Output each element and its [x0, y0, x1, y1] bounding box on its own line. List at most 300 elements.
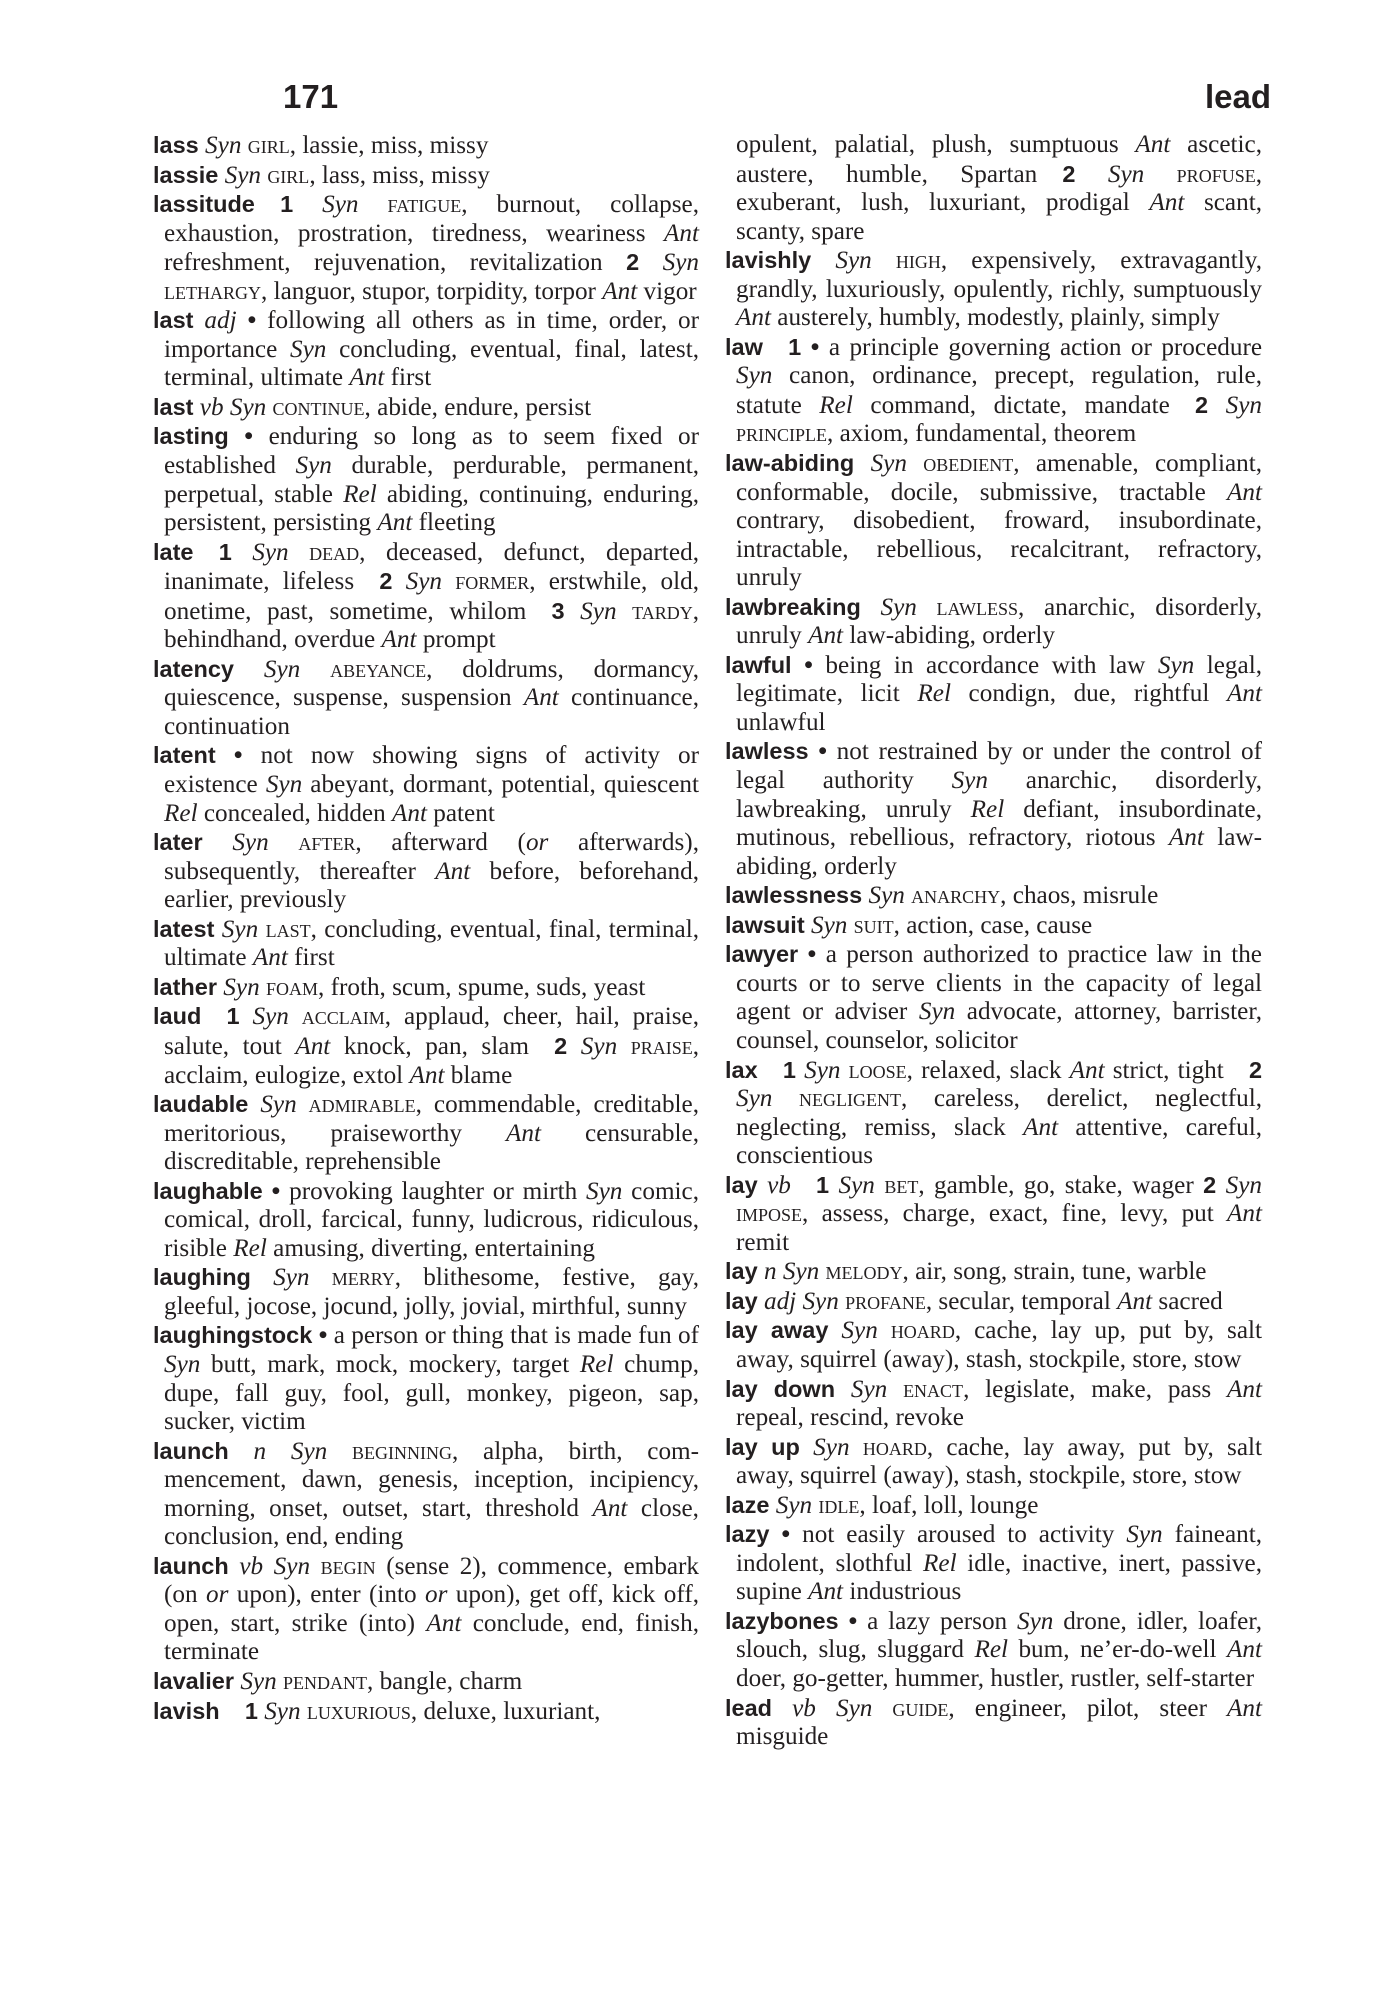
- dictionary-entry: [725, 1607, 1262, 1694]
- entry-text: [875, 1172, 884, 1199]
- cross-reference: merry: [331, 1264, 395, 1292]
- sense-number: 1: [788, 333, 802, 360]
- label: Syn: [273, 1552, 311, 1580]
- entry-text: [300, 656, 330, 683]
- entry-text: [229, 1438, 254, 1465]
- headword: lassitude: [153, 191, 255, 218]
- headword: lavishly: [725, 247, 812, 274]
- label: Syn: [263, 655, 301, 683]
- entry-text: [1216, 1172, 1225, 1199]
- cross-reference: girl: [247, 132, 290, 159]
- entry-text: [251, 1264, 273, 1291]
- cross-reference: hoard: [890, 1317, 955, 1345]
- definition-bullet: •: [781, 1521, 791, 1549]
- entry-text: , assess, charge, exact, fine, levy, put: [802, 1200, 1228, 1228]
- dictionary-entry: [153, 1177, 699, 1264]
- entry-text: [442, 568, 455, 595]
- label: Rel: [164, 799, 198, 827]
- entry-text: [763, 334, 788, 361]
- label: Rel: [819, 391, 853, 419]
- sense-number: 2: [1203, 1171, 1217, 1198]
- entry-text: , abide, endure, persist: [364, 393, 592, 421]
- entry-text: afterwards), subsequently, thereafter: [164, 829, 699, 885]
- entry-text: [1075, 161, 1107, 188]
- entry-text: enduring so long as to seem fixed or established: [164, 423, 700, 480]
- dictionary-entry: [153, 1697, 699, 1727]
- entry-text: , loaf, loll, lounge: [859, 1491, 1039, 1519]
- entry-text: , anarchic, disorderly, unruly: [736, 593, 1262, 650]
- headword: lasting: [153, 423, 229, 450]
- entry-text: [816, 1695, 836, 1722]
- headword: laughingstock: [153, 1322, 313, 1349]
- dictionary-entry: [153, 1321, 699, 1436]
- label: or: [424, 1581, 448, 1609]
- entry-text: conclude, end, finish, terminate: [164, 1609, 699, 1666]
- entry-text: before, beforehand, earlier, previously: [164, 857, 699, 914]
- dictionary-entry: [153, 190, 699, 306]
- label: Ant: [664, 219, 699, 247]
- entry-text: [258, 916, 265, 943]
- entry-text: drone, idler, loafer, slouch, slug, sluggard: [736, 1607, 1263, 1664]
- headword: laughable: [153, 1177, 263, 1204]
- label: Ant: [1168, 824, 1204, 852]
- cross-reference: luxurious: [306, 1697, 411, 1725]
- entry-text: [327, 1438, 352, 1465]
- headword: lavalier: [153, 1667, 235, 1694]
- entry-text: [796, 1057, 804, 1084]
- label: Ant: [409, 1061, 445, 1089]
- headword: lawyer: [725, 941, 799, 968]
- entry-text: [809, 738, 819, 765]
- entry-text: faineant, indolent, slothful: [736, 1521, 1263, 1577]
- entry-text: fleeting: [412, 509, 496, 537]
- label: Ant: [1117, 1287, 1153, 1315]
- label: Syn: [252, 538, 289, 566]
- label: Ant: [1227, 1375, 1263, 1403]
- label: Ant: [435, 857, 471, 885]
- entry-text: , deceased, defunct, departed, inanimate, lifeless: [164, 538, 700, 596]
- dictionary-entry: [153, 1263, 699, 1321]
- entry-text: industrious: [843, 1578, 962, 1606]
- entry-text: defiant, insubordinate, mutinous, rebellious, refractory, riotous: [736, 795, 1262, 852]
- entry-text: [263, 1553, 274, 1580]
- cross-reference: lawless: [936, 593, 1019, 621]
- dictionary-entry: [725, 1694, 1262, 1752]
- label: Syn: [880, 593, 917, 621]
- entry-text: [216, 742, 234, 769]
- dictionary-entry: [153, 1437, 699, 1552]
- label: Ant: [295, 1032, 331, 1060]
- label: Ant: [1227, 1200, 1262, 1228]
- dictionary-entry: [725, 911, 1262, 941]
- entry-text: [801, 334, 810, 361]
- sense-number: 2: [1062, 160, 1076, 187]
- label: Ant: [1069, 1056, 1105, 1084]
- label: Syn: [918, 998, 956, 1026]
- label: Rel: [917, 680, 951, 708]
- headword: lay: [725, 1171, 758, 1198]
- entry-text: [800, 1434, 813, 1461]
- label: Syn: [1107, 160, 1145, 188]
- entry-text: not restrained by or under the control of legal authority: [736, 738, 1262, 795]
- headword: lawful: [725, 651, 792, 678]
- dictionary-entry: [153, 422, 699, 537]
- entry-text: condign, due, rightful: [950, 680, 1227, 708]
- dictionary-entry: [153, 1552, 699, 1667]
- label: Rel: [970, 795, 1005, 823]
- entry-text: continuance, continuation: [164, 684, 700, 740]
- label: Syn: [775, 1491, 813, 1519]
- cross-reference: admirable: [308, 1091, 416, 1119]
- label: Ant: [1135, 131, 1171, 158]
- entry-text: [872, 1695, 892, 1722]
- headword: lassie: [153, 161, 219, 188]
- entry-text: a person authorized to practice law in the courts or to serve clients in the capacity of legal agent or adviser: [736, 941, 1262, 1026]
- entry-text: refreshment, rejuvenation, revitalization: [164, 249, 627, 277]
- label: Syn: [736, 1085, 773, 1113]
- entry-text: sacred: [1152, 1287, 1223, 1315]
- dictionary-entry: [153, 655, 699, 742]
- label: Ant: [377, 509, 413, 537]
- entry-text: [359, 191, 388, 218]
- entry-text: [310, 1553, 321, 1580]
- headword: lass: [153, 132, 199, 158]
- entry-text: , lassie, miss, missy: [289, 132, 489, 159]
- definition-bullet: •: [244, 423, 254, 451]
- entry-text: , erstwhile, old, onetime, past, sometime, whilom: [164, 568, 700, 625]
- entry-text: [798, 941, 807, 968]
- entry-text: , gamble, go, stake, wager: [918, 1171, 1204, 1199]
- dictionary-entry: [153, 538, 699, 655]
- entry-text: [617, 598, 633, 625]
- entry-text: repeal, rescind, revoke: [736, 1404, 964, 1432]
- label: or: [205, 1581, 229, 1609]
- entry-text: , concluding, eventual, final, terminal, ultimate: [164, 915, 699, 972]
- entry-text: first: [287, 944, 335, 972]
- headword: late: [153, 538, 194, 565]
- entry-text: knock, pan, slam: [330, 1032, 555, 1060]
- entry-text: , behindhand, overdue: [164, 597, 700, 654]
- sense-number: 1: [226, 1003, 240, 1030]
- entry-text: a principle governing action or procedure: [819, 333, 1263, 361]
- page-number: 171: [283, 78, 339, 115]
- entry-text: command, dictate, mandate: [852, 391, 1196, 419]
- headword: lazybones: [725, 1607, 839, 1634]
- entry-text: [240, 1003, 253, 1030]
- entry-text: [758, 1172, 767, 1199]
- entry-text: , acclaim, eulogize, extol: [164, 1032, 700, 1089]
- dictionary-entry: [725, 651, 1262, 738]
- dictionary-entry: [153, 1667, 699, 1697]
- entry-text: [839, 1608, 849, 1635]
- entry-text: ascetic, austere, humble, Spartan: [736, 131, 1262, 188]
- dictionary-entry: [725, 1491, 1262, 1521]
- sense-number: 2: [1195, 391, 1209, 418]
- dictionary-entry: [153, 131, 699, 161]
- entry-text: , amenable, compliant, conformable, docile, submissive, tractable: [736, 450, 1263, 506]
- cross-reference: after: [298, 829, 356, 857]
- cross-reference: former: [455, 568, 530, 596]
- dictionary-entry: [725, 1520, 1262, 1607]
- dictionary-entry: [725, 1056, 1262, 1171]
- cross-reference: guide: [892, 1694, 949, 1722]
- headword: lawless: [725, 738, 809, 765]
- label: Syn: [838, 1171, 875, 1199]
- entry-text: [201, 1003, 226, 1030]
- sense-number: 1: [782, 1056, 796, 1083]
- entry-text: , bangle, charm: [366, 1667, 523, 1695]
- cross-reference: principle: [736, 420, 828, 448]
- dictionary-entry: [725, 940, 1262, 1055]
- entry-text: , blithesome, festive, gay, gleeful, jocose, jocund, jolly, jovial, mirthful, sunny: [164, 1264, 699, 1320]
- label: Ant: [808, 1578, 844, 1606]
- dictionary-entry: [725, 1375, 1262, 1433]
- entry-text: vigor: [637, 277, 697, 305]
- label: Syn: [273, 1264, 310, 1292]
- dictionary-entry: [725, 881, 1262, 911]
- dictionary-entry: [725, 449, 1262, 593]
- label: Syn: [290, 1437, 328, 1465]
- headword: lazy: [725, 1521, 770, 1548]
- label: Syn: [264, 1697, 301, 1725]
- entry-text: [289, 539, 310, 566]
- label: n: [253, 1437, 267, 1465]
- entry-text: [194, 307, 205, 334]
- entry-text: [850, 1434, 863, 1461]
- entry-text: , axiom, fundamental, theorem: [827, 420, 1137, 448]
- entry-text: [917, 594, 937, 621]
- label: Syn: [240, 1667, 277, 1695]
- entry-text: , languor, stupor, torpidity, torpor: [261, 277, 603, 305]
- entry-text: austerely, humbly, modestly, plainly, simply: [770, 304, 1220, 332]
- label: Syn: [782, 1258, 820, 1286]
- entry-text: [289, 1003, 302, 1030]
- label: Syn: [322, 191, 359, 219]
- sense-number: 3: [551, 597, 565, 624]
- cross-reference: loose: [848, 1056, 907, 1084]
- label: Rel: [923, 1549, 957, 1577]
- entry-text: attentive, careful, conscientious: [736, 1113, 1263, 1170]
- dictionary-entry: [153, 1002, 699, 1090]
- label: Ant: [381, 626, 417, 654]
- cross-reference: obedient: [923, 450, 1014, 478]
- entry-text: idle, inactive, inert, passive, supine: [736, 1549, 1263, 1606]
- cross-reference: fatigue: [387, 191, 462, 219]
- entry-text: [234, 656, 264, 683]
- entry-continuation: [725, 131, 1262, 246]
- headword: lax: [725, 1056, 758, 1083]
- entry-text: [772, 1085, 799, 1112]
- entry-text: [791, 1172, 816, 1199]
- entry-text: being in accordance with law: [812, 651, 1158, 679]
- sense-number: 2: [379, 568, 393, 595]
- entry-text: , alpha, birth, commencement, dawn, genesis, inception, incipiency, morning, onset, outset, start, threshold: [164, 1437, 700, 1522]
- entry-text: [263, 1178, 272, 1205]
- headword: lawbreaking: [725, 593, 861, 620]
- entry-text: [310, 1264, 332, 1291]
- dictionary-entry: [725, 1433, 1262, 1491]
- definition-bullet: •: [804, 651, 813, 679]
- headword: launch: [153, 1437, 229, 1464]
- entry-text: [835, 1376, 851, 1403]
- dictionary-entry: [153, 1090, 699, 1177]
- label: Syn: [405, 568, 442, 596]
- entry-text: [229, 423, 245, 450]
- entry-text: [214, 916, 221, 943]
- headword: lather: [153, 973, 217, 1000]
- entry-text: following all others as in time, order, or importance: [164, 307, 699, 363]
- label: Syn: [804, 1056, 841, 1084]
- cross-reference: idle: [818, 1491, 860, 1519]
- sense-number: 1: [218, 538, 232, 565]
- entry-text: [772, 1695, 792, 1722]
- headword: latency: [153, 655, 234, 682]
- definition-bullet: •: [848, 1607, 858, 1635]
- entry-text: not now showing signs of activity or existence: [164, 742, 700, 799]
- label: adj: [763, 1287, 797, 1315]
- label: Ant: [1023, 1113, 1059, 1141]
- label: Syn: [813, 1433, 850, 1461]
- label: Syn: [1016, 1607, 1054, 1635]
- label: Ant: [426, 1609, 462, 1637]
- entry-text: abiding, continuing, enduring, persistent, persisting: [164, 480, 699, 537]
- label: Syn: [810, 911, 848, 939]
- label: Syn: [870, 450, 907, 478]
- entry-text: upon), get off, kick off, open, start, strike (into): [164, 1581, 699, 1637]
- dictionary-entry: [153, 915, 699, 973]
- guide-word: lead: [1204, 78, 1271, 115]
- entry-text: durable, perdurable, permanent, perpetual, stable: [164, 452, 699, 508]
- headword: launch: [153, 1552, 229, 1579]
- dictionary-entry: [725, 1287, 1262, 1317]
- label: Ant: [1227, 680, 1262, 708]
- label: vb: [767, 1171, 791, 1199]
- entry-text: [232, 539, 253, 566]
- entry-text: [297, 1091, 309, 1118]
- headword: latent: [153, 742, 216, 769]
- label: Ant: [1149, 189, 1185, 217]
- definition-bullet: •: [807, 941, 817, 969]
- left-column: [153, 131, 699, 1726]
- entry-text: [769, 1521, 781, 1548]
- entry-text: , commendable, creditable, meritorious, praiseworthy: [164, 1091, 700, 1147]
- definition-bullet: •: [233, 742, 243, 770]
- dictionary-entry: [725, 737, 1262, 881]
- label: Ant: [1227, 1694, 1263, 1722]
- cross-reference: tardy: [632, 597, 693, 625]
- entry-text: law-abiding, orderly: [736, 824, 1262, 880]
- headword: laud: [153, 1003, 202, 1030]
- entry-text: misguide: [736, 1723, 829, 1751]
- entry-text: anarchic, disorderly, lawbreaking, unruly: [736, 767, 1262, 823]
- entry-text: remit: [736, 1228, 790, 1256]
- cross-reference: last: [265, 915, 311, 943]
- entry-text: a person or thing that is made fun of: [327, 1322, 699, 1350]
- dictionary-entry: [725, 1171, 1262, 1258]
- definition-bullet: •: [247, 307, 257, 335]
- label: Syn: [1225, 1171, 1262, 1199]
- label: Ant: [392, 799, 427, 827]
- cross-reference: profuse: [1176, 160, 1256, 188]
- cross-reference: lethargy: [164, 277, 261, 305]
- entry-text: , afterward (: [355, 829, 526, 857]
- entry-text: close, conclusion, end, ending: [164, 1494, 699, 1551]
- entry-text: , exuberant, lush, luxuriant, prodigal: [736, 160, 1262, 217]
- cross-reference: acclaim: [301, 1003, 385, 1031]
- label: adj: [204, 307, 237, 335]
- label: Syn: [802, 1287, 839, 1315]
- entry-text: opulent, palatial, plush, sumptuous: [736, 131, 1136, 158]
- cross-reference: dead: [309, 538, 360, 566]
- definition-bullet: •: [318, 1322, 328, 1350]
- entry-text: [829, 1172, 838, 1199]
- entry-text: censurable, discreditable, reprehensible: [164, 1119, 700, 1176]
- label: Syn: [290, 335, 327, 363]
- cross-reference: girl: [267, 161, 310, 189]
- entry-text: , careless, derelict, neglectful, neglecting, remiss, slack: [736, 1085, 1263, 1141]
- entry-text: [854, 450, 870, 477]
- label: Rel: [233, 1234, 267, 1262]
- label: Syn: [164, 1350, 201, 1378]
- definition-bullet: •: [810, 333, 820, 361]
- sense-number: 1: [816, 1171, 830, 1198]
- entry-text: , applaud, cheer, hail, praise, salute, tout: [164, 1003, 700, 1060]
- headword: lawsuit: [725, 911, 805, 938]
- entry-text: [293, 191, 322, 218]
- entry-text: [266, 1438, 291, 1465]
- cross-reference: negligent: [799, 1085, 901, 1113]
- definition-bullet: •: [271, 1177, 281, 1205]
- entry-text: , legislate, make, pass: [963, 1375, 1228, 1403]
- label: Syn: [1126, 1521, 1163, 1549]
- entry-text: contrary, disobedient, froward, insubordinate, intractable, rebellious, recalcitrant, refractory, unruly: [736, 507, 1262, 592]
- entry-text: blame: [444, 1061, 513, 1089]
- entry-text: (sense 2), commence, embark (on: [164, 1552, 700, 1609]
- entry-text: bum, ne’er-do-well: [1008, 1636, 1227, 1664]
- entry-text: scant, scanty, spare: [736, 189, 1262, 245]
- label: vb: [792, 1694, 816, 1722]
- entry-text: law-abiding, orderly: [843, 622, 1055, 650]
- cross-reference: foam: [265, 973, 318, 1001]
- label: n: [763, 1258, 777, 1286]
- cross-reference: continue: [272, 393, 365, 421]
- right-column: [725, 131, 1262, 1752]
- dictionary-entry: [725, 246, 1262, 333]
- entry-text: comic, comical, droll, farcical, funny, ludicrous, ridiculous, risible: [164, 1177, 700, 1262]
- headword: lay up: [725, 1433, 800, 1460]
- entry-text: upon), enter (into: [228, 1581, 425, 1609]
- label: Ant: [506, 1119, 541, 1147]
- headword: lay: [725, 1287, 758, 1314]
- cross-reference: impose: [736, 1200, 803, 1228]
- entry-text: [567, 1033, 581, 1060]
- label: Syn: [224, 161, 262, 189]
- entry-text: butt, mark, mock, mockery, target: [200, 1350, 580, 1378]
- headword: lay away: [725, 1317, 829, 1344]
- headword: lavish: [153, 1697, 220, 1724]
- entry-text: [887, 1376, 903, 1403]
- label: Syn: [221, 915, 259, 943]
- entry-text: , expensively, extravagantly, grandly, luxuriously, opulently, richly, sumptuously: [736, 247, 1263, 303]
- headword: lead: [725, 1694, 773, 1721]
- label: Syn: [841, 1317, 878, 1345]
- entry-text: [565, 598, 581, 625]
- label: Syn: [1157, 651, 1195, 679]
- entry-text: [840, 1057, 848, 1084]
- label: Syn: [295, 452, 332, 480]
- label: Ant: [523, 684, 559, 712]
- headword: later: [153, 829, 203, 856]
